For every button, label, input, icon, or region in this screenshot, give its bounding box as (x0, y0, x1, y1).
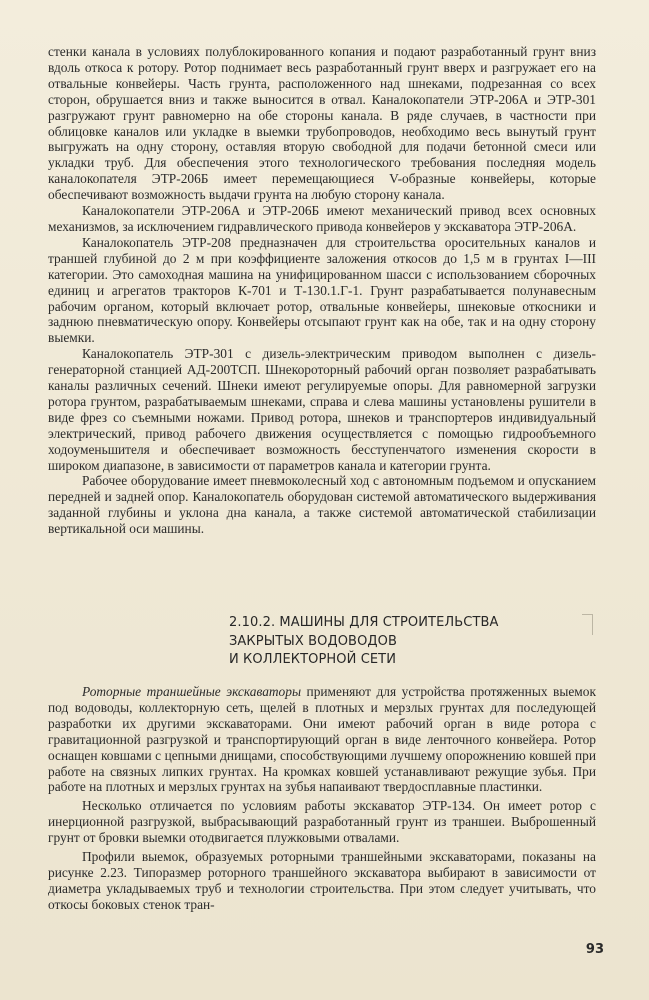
paragraph-text: применяют для устройства протяженных выемок под водоводы, коллекторную сеть, щелей в плотных и мерзлых грунтах для последующей разработки их другими экскаваторами. Они имеют рабочий орган в виде ротора с гравитационной разгрузкой и транспортирующий орган в виде ленточного конвейера. Ротор оснащен ковшами с цепными днищами, способствующими лучшему опорожнению ковшей при работе на связных липких грунтах. На кромках ковшей устанавливают режущие зубья. При работе на плотных и мерзлых грунтах на зубья напаивают твердосплавные пластинки. (48, 684, 596, 795)
print-corner-mark (582, 614, 593, 635)
text-block-bottom (48, 684, 596, 913)
paragraph: Каналокопатель ЭТР-208 предназначен для строительства оросительных каналов и траншей глубиной до 2 м при коэффициенте заложения откосов до 1,5 м в грунтах I—III категории. Это самоходная машина на унифицированном шасси с использованием сборочных единиц и агрегатов тракторов К-701 и Т-130.1.Г-1. Грунт разрабатывается полунавесным рабочим органом, который включает ротор, отвальные конвейеры, шнековые откосники и заднюю пневматическую опору. Конвейеры отсыпают грунт как на обе, так и на одну сторону выемки. (48, 234, 596, 346)
section-heading-line: ЗАКРЫТЫХ ВОДОВОДОВ (229, 633, 398, 649)
paragraph (48, 684, 596, 795)
paragraph: стенки канала в условиях полублокированного копания и подают разработанный грунт вниз вдоль откоса к ротору. Ротор поднимает весь разработанный грунт вверх и разгружает его на отвальные конвейеры. Часть грунта, расположенного над шнеками, подрезанная со всех сторон, обрушается вниз и также выносится в отвал. Каналокопатели ЭТР-206А и ЭТР-301 разгружают грунт равномерно на обе стороны канала. В ряде случаев, в частности при облицовке каналов или укладке в выемки трубопроводов, необходимо весь вынутый грунт выгружать на одну сторону, оставляя вторую свободной для подачи бетонной смеси или укладки труб. Для обеспечения этого технологического требования последняя модель каналокопателя ЭТР-206Б имеет перемещающиеся V-образные конвейеры, которые обеспечивают возможность выдачи грунта на любую сторону канала. (48, 44, 596, 203)
paragraph: Каналокопатели ЭТР-206А и ЭТР-206Б имеют механический привод всех основных механизмов, за исключением гидравлического привода конвейеров у экскаватора ЭТР-206А. (48, 203, 596, 234)
paragraph: Каналокопатель ЭТР-301 с дизель-электрическим приводом выполнен с дизель-генераторной станцией АД-200ТСП. Шнекороторный рабочий орган позволяет разрабатывать каналы различных сечений. Шнеки имеют регулируемые опоры. Для равномерной загрузки ротора грунтом, разрабатываемым шнеками, справа и слева машины установлены рушители в виде фрез со съемными ножами. Привод ротора, шнеков и транспортеров индивидуальный электрический, привод рабочего движения осуществляется с помощью гидрообъемного ходоуменьшителя и обеспечивает возможность бесступенчатого изменения скорости в широком диапазоне, в зависимости от параметров канала и категории грунта. (48, 346, 596, 473)
section-heading (229, 614, 559, 670)
page-number: 93 (585, 942, 604, 957)
paragraph: Несколько отличается по условиям работы экскаватор ЭТР-134. Он имеет ротор с инерционной разгрузкой, выбрасывающий разработанный грунт из траншеи. Выброшенный грунт от бровки выемки отодвигается плужковыми отвалами. (48, 798, 596, 846)
paragraph: Рабочее оборудование имеет пневмоколесный ход с автономным подъемом и опусканием передней и задней опор. Каналокопатель оборудован системой автоматического выдерживания заданной глубины и уклона дна канала, а также системой автоматической стабилизации вертикальной оси машины. (48, 473, 596, 537)
text-block-top (48, 44, 596, 537)
section-heading-line: И КОЛЛЕКТОРНОЙ СЕТИ (229, 652, 397, 667)
section-heading-line: 2.10.2. МАШИНЫ ДЛЯ СТРОИТЕЛЬСТВА (229, 615, 499, 630)
italic-term: Роторные траншейные экскаваторы (82, 684, 302, 699)
paragraph: Профили выемок, образуемых роторными траншейными экскаваторами, показаны на рисунке 2.23. Типоразмер роторного траншейного экскаватора выбирают в зависимости от диаметра укладываемых труб и технологии строительства. При этом следует учитывать, что откосы боковых стенок тран- (48, 849, 596, 912)
